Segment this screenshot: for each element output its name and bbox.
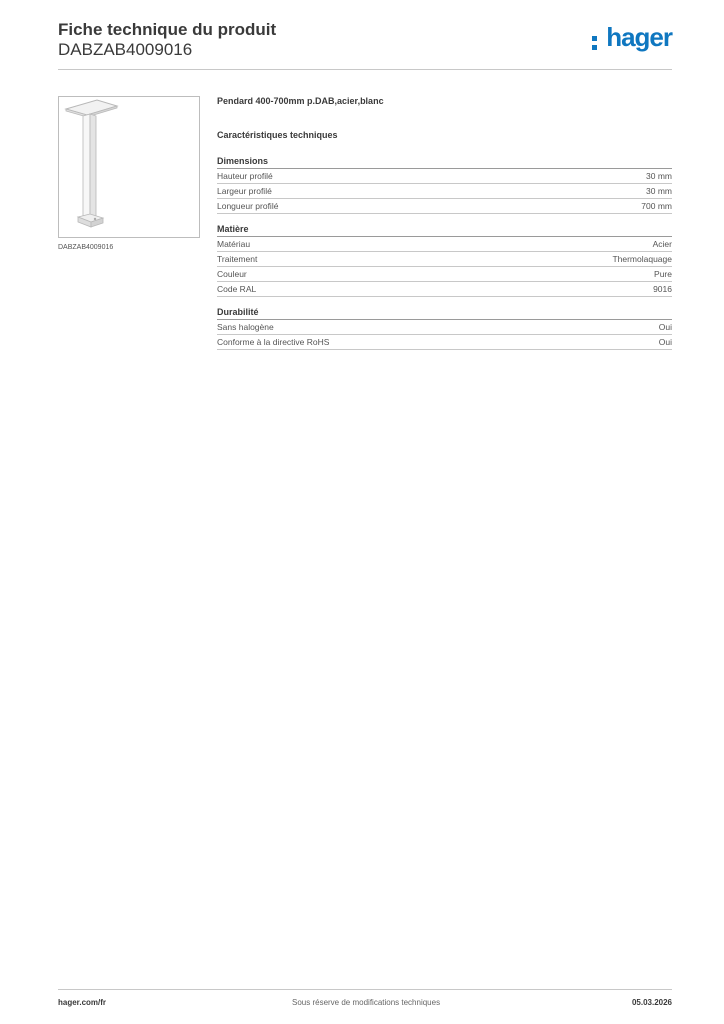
spec-value: Pure bbox=[654, 269, 672, 279]
spec-label: Conforme à la directive RoHS bbox=[217, 337, 330, 347]
footer-divider bbox=[58, 989, 672, 990]
spec-label: Code RAL bbox=[217, 284, 257, 294]
spec-value: Acier bbox=[652, 239, 672, 249]
section-title: Matière bbox=[217, 223, 672, 237]
spec-value: Thermolaquage bbox=[612, 254, 672, 264]
image-caption: DABZAB4009016 bbox=[58, 244, 114, 251]
spec-value: 30 mm bbox=[646, 186, 672, 196]
document-title: Fiche technique du produit bbox=[58, 20, 277, 39]
spec-row bbox=[217, 267, 672, 282]
spec-row bbox=[217, 184, 672, 199]
hager-logo bbox=[592, 22, 672, 54]
spec-label: Sans halogène bbox=[217, 322, 274, 332]
spec-label: Largeur profilé bbox=[217, 186, 272, 196]
spec-label: Traitement bbox=[217, 254, 258, 264]
spec-label: Couleur bbox=[217, 269, 247, 279]
section-title: Durabilité bbox=[217, 306, 672, 320]
header-divider bbox=[58, 69, 672, 70]
product-name: Pendard 400-700mm p.DAB,acier,blanc bbox=[217, 96, 384, 106]
product-reference: DABZAB4009016 bbox=[58, 40, 193, 59]
footer-disclaimer: Sous réserve de modifications techniques bbox=[292, 998, 441, 1007]
spec-row bbox=[217, 237, 672, 252]
spec-value: 700 mm bbox=[641, 201, 672, 211]
section-dimensions bbox=[217, 155, 672, 214]
section-title: Dimensions bbox=[217, 155, 672, 169]
spec-row bbox=[217, 169, 672, 184]
logo-dots-icon bbox=[592, 36, 597, 50]
pendant-stand-illustration bbox=[59, 97, 199, 237]
product-image bbox=[58, 96, 200, 238]
spec-label: Hauteur profilé bbox=[217, 171, 273, 181]
spec-row bbox=[217, 252, 672, 267]
technical-characteristics-title: Caractéristiques techniques bbox=[217, 130, 338, 140]
spec-value: Oui bbox=[658, 337, 672, 347]
spec-row bbox=[217, 282, 672, 297]
spec-value: 30 mm bbox=[646, 171, 672, 181]
footer-website-link[interactable]: hager.com/fr bbox=[58, 998, 107, 1007]
logo-text: hager bbox=[606, 22, 672, 52]
section-matiere bbox=[217, 223, 672, 297]
page-header bbox=[58, 20, 672, 68]
spec-label: Longueur profilé bbox=[217, 201, 279, 211]
spec-value: Oui bbox=[658, 322, 672, 332]
spec-label: Matériau bbox=[217, 239, 251, 249]
footer-date: 05.03.2026 bbox=[631, 998, 672, 1007]
spec-value: 9016 bbox=[653, 284, 672, 294]
spec-row bbox=[217, 199, 672, 214]
spec-row bbox=[217, 335, 672, 350]
section-durabilite bbox=[217, 306, 672, 350]
spec-row bbox=[217, 320, 672, 335]
